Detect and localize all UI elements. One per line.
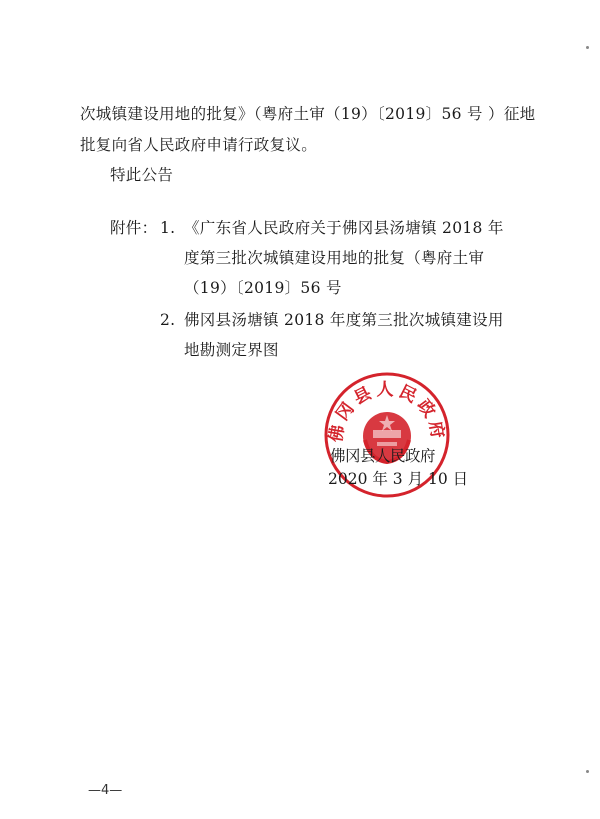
page-number: —4— (88, 783, 123, 798)
body-line-1: 次城镇建设用地的批复》（粤府土审（19）〔2019〕56 号 ）征地 (80, 105, 536, 123)
issue-date: 2020 年 3 月 10 日 (328, 470, 469, 488)
attachments-label: 附件： (110, 219, 158, 237)
attachment-1-number: 1. (160, 219, 176, 237)
attachment-1-line-2: 度第三批次城镇建设用地的批复（粤府土审 (184, 249, 485, 267)
closing-text: 特此公告 (110, 166, 174, 184)
attachment-1-line-3: （19）〔2019〕56 号 (184, 279, 342, 297)
scan-mark (586, 46, 589, 49)
seal-arc-text: 佛冈县人民政府 (326, 380, 448, 444)
attachment-1-line-1: 《广东省人民政府关于佛冈县汤塘镇 2018 年 (184, 219, 504, 237)
body-line-2: 批复向省人民政府申请行政复议。 (80, 136, 318, 154)
attachment-2-line-1: 佛冈县汤塘镇 2018 年度第三批次城镇建设用 (184, 311, 504, 329)
scan-mark (586, 770, 589, 773)
attachment-2-line-2: 地勘测定界图 (184, 341, 279, 359)
issuing-organization: 佛冈县人民政府 (330, 447, 436, 465)
attachment-2-number: 2. (160, 311, 176, 329)
